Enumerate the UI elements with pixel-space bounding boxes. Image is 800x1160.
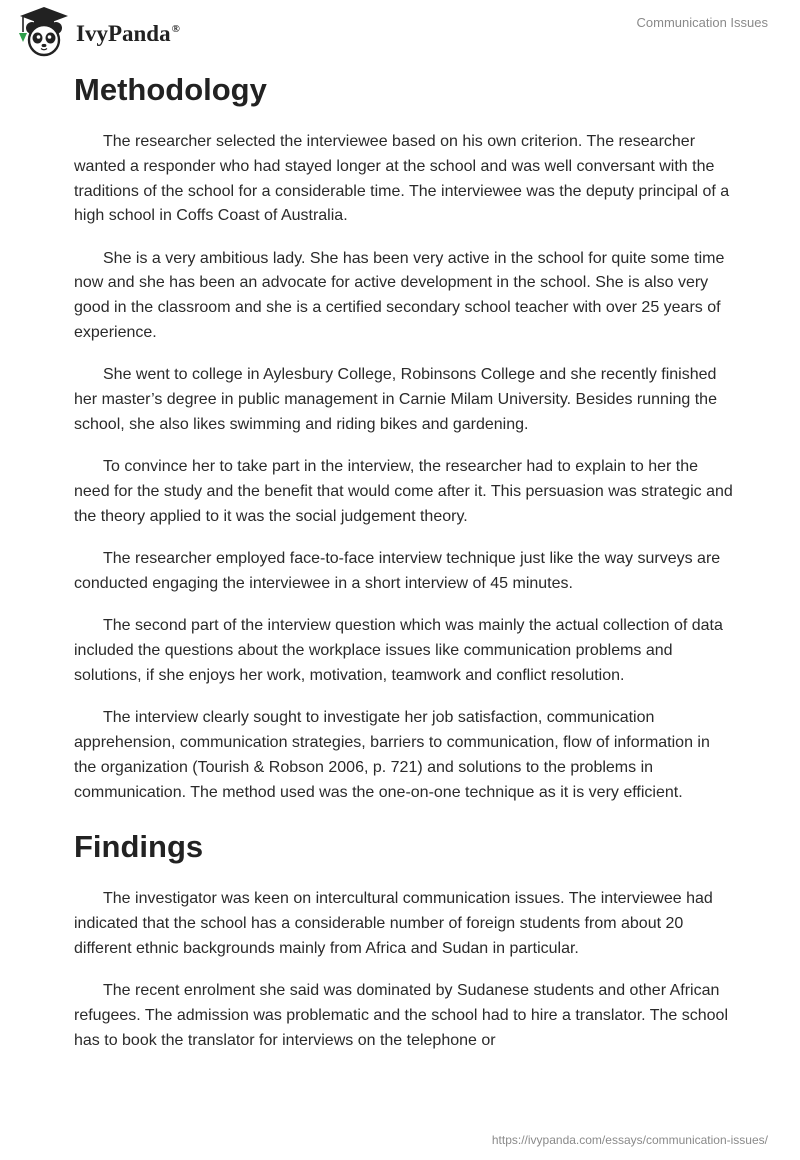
section-heading-methodology: Methodology	[74, 72, 267, 107]
paragraph: She is a very ambitious lady. She has been very active in the school for quite some time now and she has been an advocate for active development in the school. She is also very good in the classroom and she is a certified secondary school teacher with over 25 years of experience.	[74, 249, 725, 342]
panda-graduate-icon	[14, 6, 74, 58]
paragraph: The researcher employed face-to-face interview technique just like the way surveys are conducted engaging the interviewee in a short interview of 45 minutes.	[74, 550, 721, 592]
ivypanda-logo[interactable]	[14, 6, 180, 58]
source-url[interactable]: https://ivypanda.com/essays/communication-issues/	[491, 1133, 768, 1147]
paragraph: To convince her to take part in the interview, the researcher had to explain to her the need for the study and the benefit that would come after it. This persuasion was strategic and the theory applied to it was the social judgement theory.	[74, 458, 733, 525]
page-header	[0, 0, 800, 64]
section-heading-findings: Findings	[74, 829, 204, 865]
paragraph: The researcher selected the interviewee based on his own criterion. The researcher wanted a responder who had stayed longer at the school and was well conversant with the traditions of the school for a considerable time. The interviewee was the deputy principal of a high school in Coffs Coast of Australia.	[74, 133, 730, 225]
essay-content	[74, 66, 734, 1071]
paragraph: The investigator was keen on intercultural communication issues. The interviewee had indicated that the school has a considerable number of foreign students from about 20 different ethnic backgrounds mainly from Africa and Sudan in particular.	[74, 890, 713, 957]
paragraph: She went to college in Aylesbury College, Robinsons College and she recently finished her master’s degree in public management in Carnie Milam University. Besides running the school, she also likes swimming and riding bikes and gardening.	[74, 366, 717, 433]
document-title: Communication Issues	[636, 15, 768, 30]
paragraph: The recent enrolment she said was dominated by Sudanese students and other African refugees. The admission was problematic and the school had to hire a translator. The school has to book the translator for interviews on the telephone or	[74, 982, 729, 1049]
brand-name: IvyPanda®	[76, 21, 180, 46]
paragraph: The interview clearly sought to investigate her job satisfaction, communication apprehension, communication strategies, barriers to communication, flow of information in the organization (Tourish & Robson 2006, p. 721) and solutions to the problems in communication. The method used was the one-on-one technique as it is very efficient.	[74, 709, 710, 801]
paragraph: The second part of the interview question which was mainly the actual collection of data included the questions about the workplace issues like communication problems and solutions, if she enjoys her work, motivation, teamwork and conflict resolution.	[74, 617, 723, 684]
